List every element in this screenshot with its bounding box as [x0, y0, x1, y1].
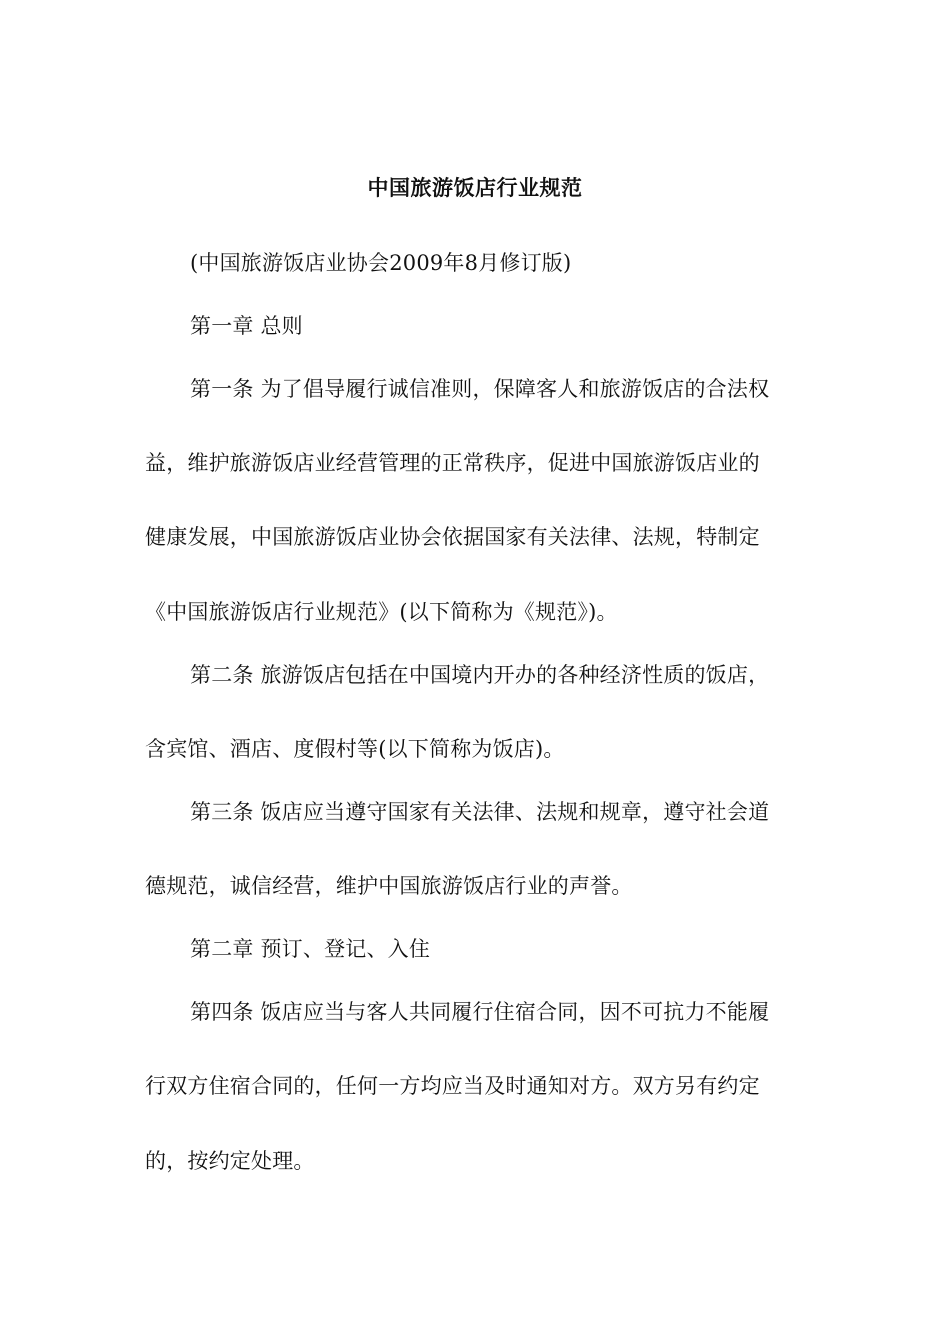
paragraph-line: 含宾馆、酒店、度假村等(以下简称为饭店)。: [145, 737, 565, 761]
paragraph-line: 益，维护旅游饭店业经营管理的正常秩序，促进中国旅游饭店业的: [145, 451, 760, 475]
paragraph-line: 行双方住宿合同的，任何一方均应当及时通知对方。双方另有约定: [145, 1074, 760, 1098]
paragraph-line: 德规范，诚信经营，维护中国旅游饭店行业的声誉。: [145, 874, 633, 898]
paragraph-line: 第二条 旅游饭店包括在中国境内开办的各种经济性质的饭店，: [190, 663, 770, 687]
paragraph-line: 《中国旅游饭店行业规范》(以下简称为《规范》)。: [145, 600, 618, 624]
document-title: 中国旅游饭店行业规范: [367, 176, 583, 200]
paragraph-line: 第一条 为了倡导履行诚信准则，保障客人和旅游饭店的合法权: [190, 377, 770, 401]
paragraph-line: 的，按约定处理。: [145, 1149, 315, 1173]
paragraph-line: 第三条 饭店应当遵守国家有关法律、法规和规章，遵守社会道: [190, 800, 770, 824]
chapter-heading: 第一章 总则: [190, 314, 303, 338]
paragraph-line: 第四条 饭店应当与客人共同履行住宿合同，因不可抗力不能履: [190, 1000, 770, 1024]
paragraph-line: 健康发展，中国旅游饭店业协会依据国家有关法律、法规，特制定: [145, 525, 760, 549]
document-subtitle: (中国旅游饭店业协会2009年8月修订版): [190, 251, 572, 275]
chapter-heading: 第二章 预订、登记、入住: [190, 937, 431, 961]
